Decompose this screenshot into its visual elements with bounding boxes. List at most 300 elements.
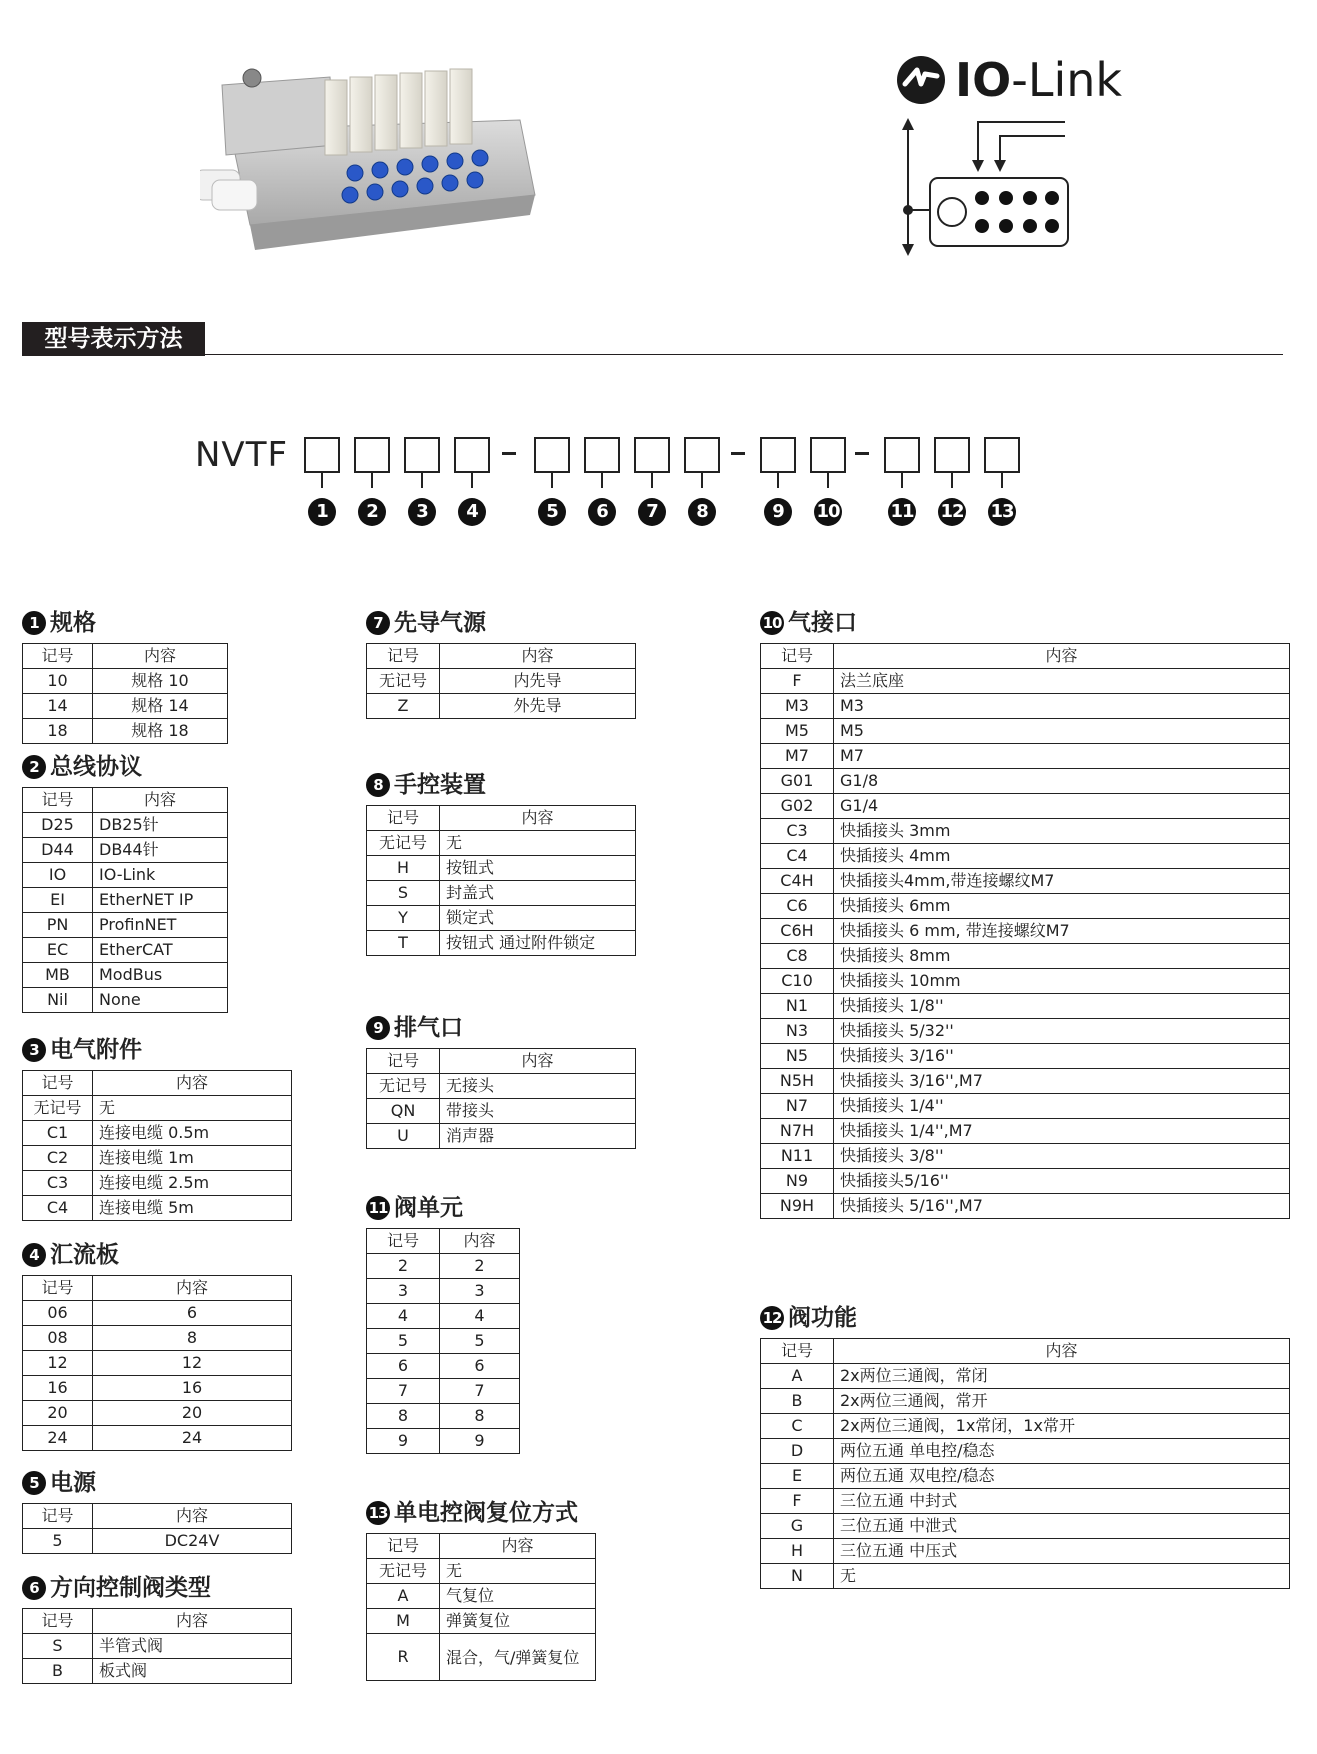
table-row	[23, 1326, 292, 1351]
cell-code: 16	[23, 1376, 93, 1401]
table-row	[761, 669, 1290, 694]
code-box-12	[934, 437, 970, 473]
cell-code: A	[761, 1364, 834, 1389]
cell-code: C4H	[761, 869, 834, 894]
cell-content: 封盖式	[440, 881, 636, 906]
cell-content: 2x两位三通阀，常闭	[834, 1364, 1290, 1389]
table-row	[761, 1144, 1290, 1169]
table-row	[761, 694, 1290, 719]
column-header-code: 记号	[367, 644, 440, 669]
cell-code: EI	[23, 888, 93, 913]
table-row	[23, 1634, 292, 1659]
cell-content: DB25针	[93, 813, 228, 838]
cell-code: S	[23, 1634, 93, 1659]
table-row	[367, 1279, 520, 1304]
table-header-row	[367, 1534, 596, 1559]
cell-content: 半管式阀	[93, 1634, 292, 1659]
table-title-text: 阀单元	[394, 1195, 463, 1221]
table-row	[761, 1044, 1290, 1069]
cell-content: EtherNET IP	[93, 888, 228, 913]
table-row	[23, 963, 228, 988]
code-box-9	[760, 437, 796, 473]
cell-code: 20	[23, 1401, 93, 1426]
item-number-badge: 7	[366, 611, 390, 635]
column-header-content: 内容	[93, 1609, 292, 1634]
table-row	[761, 1169, 1290, 1194]
table-row	[761, 1514, 1290, 1539]
cell-code: D25	[23, 813, 93, 838]
table-row	[761, 1414, 1290, 1439]
cell-code: C6H	[761, 919, 834, 944]
table-header-row	[367, 1229, 520, 1254]
cell-content: 三位五通 中封式	[834, 1489, 1290, 1514]
table-header-row	[367, 806, 636, 831]
cell-content: 快插接头5/16''	[834, 1169, 1290, 1194]
code-number-8: 8	[688, 498, 716, 526]
cell-content: 快插接头 1/8''	[834, 994, 1290, 1019]
column-header-code: 记号	[367, 1049, 440, 1074]
cell-code: QN	[367, 1099, 440, 1124]
table-row	[367, 1584, 596, 1609]
table-row	[761, 1539, 1290, 1564]
cell-code: C	[761, 1414, 834, 1439]
cell-code: 无记号	[367, 1074, 440, 1099]
table-title-1	[22, 608, 96, 638]
table-row	[367, 1329, 520, 1354]
table-row	[23, 1096, 292, 1121]
item-number-badge: 1	[22, 611, 46, 635]
cell-content: 外先导	[440, 694, 636, 719]
item-number-badge: 13	[366, 1501, 390, 1525]
cell-content: 连接电缆 2.5m	[93, 1171, 292, 1196]
cell-code: EC	[23, 938, 93, 963]
column-header-content: 内容	[93, 1071, 292, 1096]
table-title-text: 规格	[50, 610, 96, 636]
table-row	[23, 1401, 292, 1426]
cell-code: E	[761, 1464, 834, 1489]
cell-code: C6	[761, 894, 834, 919]
column-header-code: 记号	[23, 1276, 93, 1301]
cell-content: 7	[440, 1379, 520, 1404]
item-number-badge: 10	[760, 611, 784, 635]
cell-content: 8	[440, 1404, 520, 1429]
cell-content: 气复位	[440, 1584, 596, 1609]
cell-code: N3	[761, 1019, 834, 1044]
cell-content: 锁定式	[440, 906, 636, 931]
cell-content: 规格 18	[93, 719, 228, 744]
table-row	[761, 769, 1290, 794]
table-row	[761, 1119, 1290, 1144]
cell-code: 5	[367, 1329, 440, 1354]
cell-code: N7	[761, 1094, 834, 1119]
table-title-8	[366, 770, 486, 800]
cell-content: 无	[834, 1564, 1290, 1589]
table-row	[761, 1069, 1290, 1094]
code-number-2: 2	[358, 498, 386, 526]
table-row	[761, 1389, 1290, 1414]
cell-code: N1	[761, 994, 834, 1019]
code-number-9: 9	[764, 498, 792, 526]
code-number-1: 1	[308, 498, 336, 526]
code-number-6: 6	[588, 498, 616, 526]
code-connector-line	[701, 473, 703, 488]
io-link-wordmark: IO-Link	[955, 53, 1123, 107]
cell-code: U	[367, 1124, 440, 1149]
cell-code: Z	[367, 694, 440, 719]
cell-code: C2	[23, 1146, 93, 1171]
table-row	[761, 969, 1290, 994]
table-row	[23, 1301, 292, 1326]
table-row	[761, 1489, 1290, 1514]
cell-code: C1	[23, 1121, 93, 1146]
table-row	[367, 1609, 596, 1634]
cell-code: G02	[761, 794, 834, 819]
column-header-code: 记号	[23, 1504, 93, 1529]
cell-content: 内先导	[440, 669, 636, 694]
table-row	[367, 1404, 520, 1429]
cell-content: 3	[440, 1279, 520, 1304]
cell-content: 混合，气/弹簧复位	[440, 1634, 596, 1681]
code-box-3	[404, 437, 440, 473]
cell-code: 7	[367, 1379, 440, 1404]
table-row	[23, 1121, 292, 1146]
code-connector-line	[471, 473, 473, 488]
code-connector-line	[651, 473, 653, 488]
cell-code: Y	[367, 906, 440, 931]
table-row	[23, 813, 228, 838]
cell-code: IO	[23, 863, 93, 888]
cell-content: M5	[834, 719, 1290, 744]
section-title: 型号表示方法	[22, 322, 205, 356]
table-row	[761, 744, 1290, 769]
item-number-badge: 12	[760, 1306, 784, 1330]
item-number-badge: 9	[366, 1016, 390, 1040]
column-header-content: 内容	[440, 644, 636, 669]
table-row	[761, 944, 1290, 969]
cell-content: IO-Link	[93, 863, 228, 888]
cell-content: G1/4	[834, 794, 1290, 819]
cell-content: 快插接头 1/4'',M7	[834, 1119, 1290, 1144]
column-header-code: 记号	[761, 644, 834, 669]
cell-code: C3	[23, 1171, 93, 1196]
cell-code: 5	[23, 1529, 93, 1554]
table-title-text: 阀功能	[788, 1305, 857, 1331]
item-number-badge: 4	[22, 1243, 46, 1267]
table-title-text: 电源	[50, 1470, 96, 1496]
table-title-text: 先导气源	[394, 610, 486, 636]
cell-code: N5	[761, 1044, 834, 1069]
spec-table-8	[366, 805, 636, 956]
column-header-code: 记号	[367, 1229, 440, 1254]
io-link-logo	[895, 52, 1135, 112]
cell-content: 快插接头 10mm	[834, 969, 1290, 994]
table-row	[761, 794, 1290, 819]
cell-content: 连接电缆 5m	[93, 1196, 292, 1221]
column-header-code: 记号	[367, 1534, 440, 1559]
column-header-content: 内容	[834, 1339, 1290, 1364]
table-row	[761, 719, 1290, 744]
column-header-content: 内容	[440, 806, 636, 831]
cell-code: 3	[367, 1279, 440, 1304]
cell-code: 无记号	[367, 831, 440, 856]
column-header-code: 记号	[23, 1609, 93, 1634]
table-row	[367, 931, 636, 956]
spec-table-6	[22, 1608, 292, 1684]
cell-content: None	[93, 988, 228, 1013]
code-number-4: 4	[458, 498, 486, 526]
cell-content: 快插接头4mm,带连接螺纹M7	[834, 869, 1290, 894]
code-connector-line	[1001, 473, 1003, 488]
table-row	[761, 1019, 1290, 1044]
cell-code: 无记号	[367, 1559, 440, 1584]
cell-code: M3	[761, 694, 834, 719]
table-header-row	[761, 1339, 1290, 1364]
spec-table-5	[22, 1503, 292, 1554]
spec-table-10	[760, 643, 1290, 1219]
code-connector-line	[551, 473, 553, 488]
cell-content: 消声器	[440, 1124, 636, 1149]
cell-code: N9H	[761, 1194, 834, 1219]
cell-content: 无接头	[440, 1074, 636, 1099]
cell-code: MB	[23, 963, 93, 988]
code-box-4	[454, 437, 490, 473]
cell-content: ProfinNET	[93, 913, 228, 938]
cell-code: S	[367, 881, 440, 906]
cell-content: 9	[440, 1429, 520, 1454]
cell-code: 24	[23, 1426, 93, 1451]
table-title-text: 汇流板	[50, 1242, 119, 1268]
cell-code: F	[761, 669, 834, 694]
table-row	[761, 1364, 1290, 1389]
code-connector-line	[951, 473, 953, 488]
cell-content: 快插接头 5/16'',M7	[834, 1194, 1290, 1219]
table-row	[23, 938, 228, 963]
cell-content: 2	[440, 1254, 520, 1279]
table-title-text: 手控装置	[394, 772, 486, 798]
table-title-2	[22, 752, 142, 782]
spec-table-7	[366, 643, 636, 719]
table-row	[23, 1529, 292, 1554]
table-row	[367, 1254, 520, 1279]
cell-content: 4	[440, 1304, 520, 1329]
cell-content: 快插接头 8mm	[834, 944, 1290, 969]
cell-content: 24	[93, 1426, 292, 1451]
table-row	[761, 1464, 1290, 1489]
cell-code: M5	[761, 719, 834, 744]
cell-code: H	[761, 1539, 834, 1564]
code-number-13: 13	[988, 498, 1016, 526]
cell-code: Nil	[23, 988, 93, 1013]
table-row	[367, 1634, 596, 1681]
table-row	[23, 838, 228, 863]
item-number-badge: 11	[366, 1196, 390, 1220]
table-row	[367, 831, 636, 856]
cell-content: M3	[834, 694, 1290, 719]
cell-code: C4	[761, 844, 834, 869]
table-title-7	[366, 608, 486, 638]
cell-content: 连接电缆 0.5m	[93, 1121, 292, 1146]
code-connector-line	[901, 473, 903, 488]
code-box-8	[684, 437, 720, 473]
table-row	[23, 1196, 292, 1221]
cell-content: 三位五通 中泄式	[834, 1514, 1290, 1539]
cell-content: EtherCAT	[93, 938, 228, 963]
code-separator-dash	[855, 452, 869, 455]
cell-content: 6	[440, 1354, 520, 1379]
table-header-row	[23, 788, 228, 813]
cell-code: N5H	[761, 1069, 834, 1094]
cell-content: 两位五通 单电控/稳态	[834, 1439, 1290, 1464]
cell-code: 10	[23, 669, 93, 694]
code-number-5: 5	[538, 498, 566, 526]
column-header-content: 内容	[93, 1504, 292, 1529]
cell-content: 带接头	[440, 1099, 636, 1124]
table-row	[761, 844, 1290, 869]
valve-manifold-image	[200, 55, 540, 255]
cell-code: N9	[761, 1169, 834, 1194]
code-box-6	[584, 437, 620, 473]
cell-content: 2x两位三通阀，常开	[834, 1389, 1290, 1414]
cell-content: 按钮式	[440, 856, 636, 881]
column-header-content: 内容	[93, 644, 228, 669]
spec-table-13	[366, 1533, 596, 1681]
cell-content: 无	[440, 1559, 596, 1584]
cell-content: 5	[440, 1329, 520, 1354]
table-row	[23, 1376, 292, 1401]
spec-table-9	[366, 1048, 636, 1149]
table-title-10	[760, 608, 857, 638]
table-row	[23, 913, 228, 938]
table-row	[23, 1171, 292, 1196]
column-header-code: 记号	[367, 806, 440, 831]
code-connector-line	[601, 473, 603, 488]
cell-content: 无	[93, 1096, 292, 1121]
table-row	[367, 1429, 520, 1454]
item-number-badge: 8	[366, 773, 390, 797]
cell-content: ModBus	[93, 963, 228, 988]
cell-code: F	[761, 1489, 834, 1514]
cell-code: C3	[761, 819, 834, 844]
table-title-12	[760, 1303, 857, 1333]
connector-diagram	[890, 112, 1080, 262]
cell-content: 快插接头 3/8''	[834, 1144, 1290, 1169]
code-number-12: 12	[938, 498, 966, 526]
table-row	[23, 863, 228, 888]
table-title-5	[22, 1468, 96, 1498]
table-row	[23, 1659, 292, 1684]
table-row	[367, 1304, 520, 1329]
cell-code: 2	[367, 1254, 440, 1279]
cell-code: 6	[367, 1354, 440, 1379]
spec-table-3	[22, 1070, 292, 1221]
cell-code: A	[367, 1584, 440, 1609]
table-title-6	[22, 1573, 211, 1603]
cell-code: N	[761, 1564, 834, 1589]
cell-code: G01	[761, 769, 834, 794]
table-header-row	[23, 1609, 292, 1634]
table-title-3	[22, 1035, 142, 1065]
code-box-10	[810, 437, 846, 473]
table-title-text: 方向控制阀类型	[50, 1575, 211, 1601]
table-title-11	[366, 1193, 463, 1223]
cell-code: D	[761, 1439, 834, 1464]
table-header-row	[23, 1276, 292, 1301]
table-header-row	[23, 1071, 292, 1096]
code-separator-dash	[502, 452, 516, 455]
table-title-text: 单电控阀复位方式	[394, 1500, 578, 1526]
code-connector-line	[321, 473, 323, 488]
cell-code: M7	[761, 744, 834, 769]
io-link-symbol-icon	[895, 54, 947, 106]
spec-table-1	[22, 643, 228, 744]
cell-content: 6	[93, 1301, 292, 1326]
code-box-2	[354, 437, 390, 473]
table-row	[367, 906, 636, 931]
table-row	[761, 1564, 1290, 1589]
code-box-13	[984, 437, 1020, 473]
table-row	[367, 669, 636, 694]
cell-content: M7	[834, 744, 1290, 769]
column-header-content: 内容	[834, 644, 1290, 669]
code-number-11: 11	[888, 498, 916, 526]
cell-content: 规格 10	[93, 669, 228, 694]
cell-code: 18	[23, 719, 93, 744]
table-title-text: 气接口	[788, 610, 857, 636]
spec-table-2	[22, 787, 228, 1013]
item-number-badge: 5	[22, 1471, 46, 1495]
code-number-7: 7	[638, 498, 666, 526]
table-row	[367, 856, 636, 881]
table-row	[23, 1351, 292, 1376]
table-title-text: 电气附件	[50, 1037, 142, 1063]
code-connector-line	[777, 473, 779, 488]
code-box-5	[534, 437, 570, 473]
cell-content: 快插接头 3/16''	[834, 1044, 1290, 1069]
cell-code: D44	[23, 838, 93, 863]
cell-content: 法兰底座	[834, 669, 1290, 694]
column-header-code: 记号	[761, 1339, 834, 1364]
table-row	[761, 869, 1290, 894]
item-number-badge: 3	[22, 1038, 46, 1062]
table-title-text: 排气口	[394, 1015, 463, 1041]
table-title-13	[366, 1498, 578, 1528]
table-row	[761, 994, 1290, 1019]
cell-content: 无	[440, 831, 636, 856]
spec-table-4	[22, 1275, 292, 1451]
cell-content: 2x两位三通阀，1x常闭，1x常开	[834, 1414, 1290, 1439]
cell-content: 12	[93, 1351, 292, 1376]
cell-code: 14	[23, 694, 93, 719]
column-header-code: 记号	[23, 788, 93, 813]
code-box-11	[884, 437, 920, 473]
cell-code: C8	[761, 944, 834, 969]
table-row	[761, 1439, 1290, 1464]
cell-content: 弹簧复位	[440, 1609, 596, 1634]
table-row	[367, 1379, 520, 1404]
cell-code: 4	[367, 1304, 440, 1329]
table-row	[367, 1074, 636, 1099]
cell-code: B	[23, 1659, 93, 1684]
cell-code: 9	[367, 1429, 440, 1454]
table-row	[367, 694, 636, 719]
cell-content: 快插接头 1/4''	[834, 1094, 1290, 1119]
cell-code: G	[761, 1514, 834, 1539]
cell-content: 快插接头 5/32''	[834, 1019, 1290, 1044]
table-row	[761, 819, 1290, 844]
table-header-row	[23, 644, 228, 669]
table-row	[367, 1124, 636, 1149]
code-box-1	[304, 437, 340, 473]
